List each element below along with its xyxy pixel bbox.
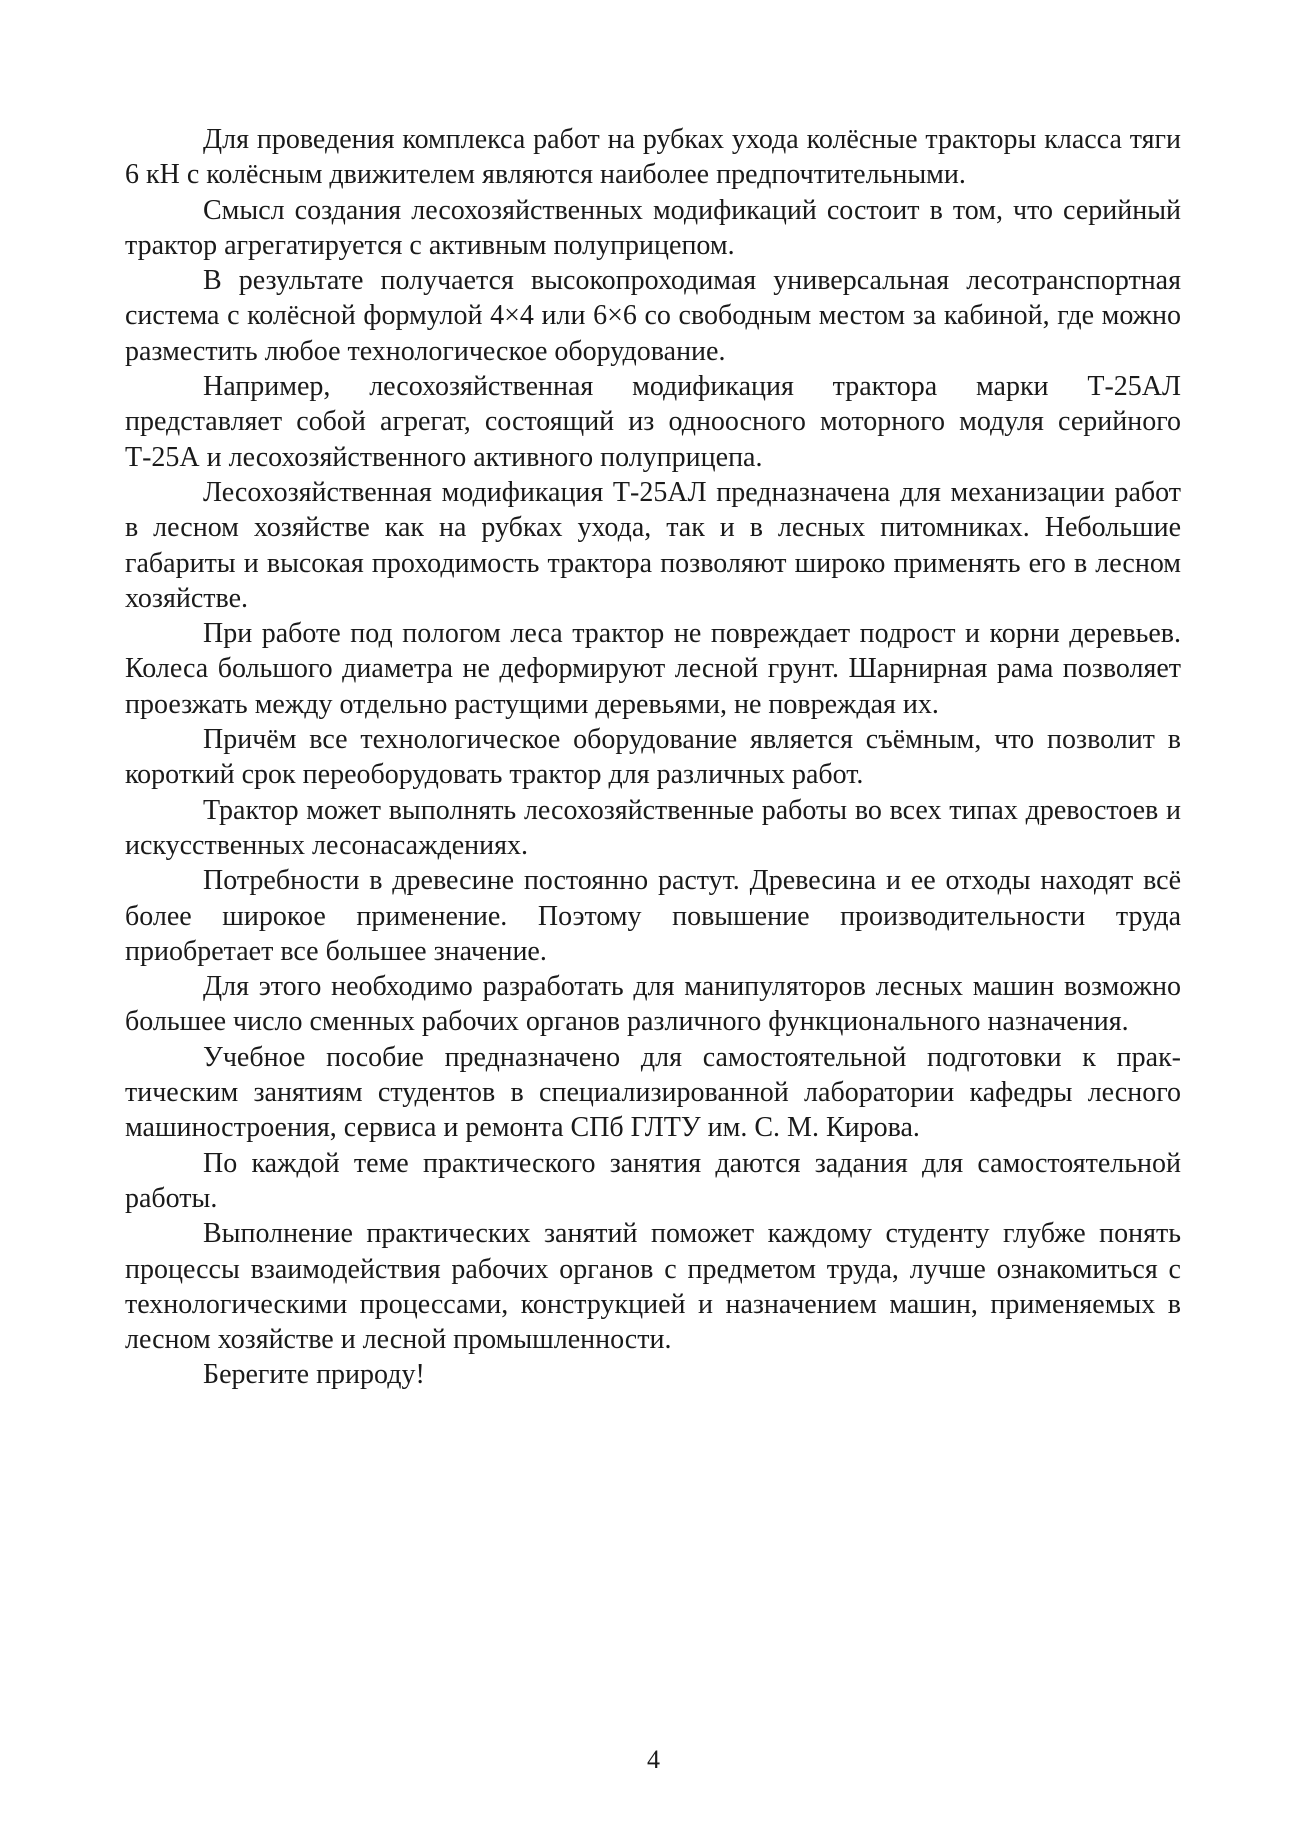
paragraph-transport-system: В результате получается высокопроходимая универсальная лесотранспортная система с колёсной формулой 4×4 или 6×6 со свободным местом за кабиной, где можно разместить любое технологическое оборудование. bbox=[125, 265, 1181, 367]
paragraph-textbook-purpose: Учебное пособие предназначено для самостоятельной подготовки к практическим занятиям студентов в специализированной лаборатории кафедры лесного машиностроения, сервиса и ремонта СПб ГЛТУ им. С. М. Кирова. bbox=[125, 1041, 1181, 1144]
paragraph-assignments: По каждой теме практического занятия даются задания для самостоятельной работы. bbox=[125, 1147, 1181, 1214]
paragraph-closing: Берегите природу! bbox=[203, 1359, 425, 1391]
paragraph-removable-equipment: Причём все технологическое оборудование является съёмным, что позволит в короткий срок переоборудовать трактор для различных работ. bbox=[125, 724, 1181, 791]
paragraph-wood-demand: Потребности в древесине постоянно растут. Древесина и ее отходы находят всё более широкое применение. Поэтому повышение производительности труда приобретает все большее значение. bbox=[125, 865, 1181, 967]
paragraph-t25al-purpose: Лесохозяйственная модификация Т-25АЛ предназначена для механизации работ в лесном хозяйстве как на рубках ухода, так и в лесных питомниках. Небольшие габариты и высокая проходимость трактора позволяют широко применять его в лесном хозяйстве. bbox=[125, 476, 1181, 614]
paragraph-t25al-example: Например, лесохозяйственная модификация трактора марки Т-25АЛ представляет собой агрегат, состоящий из одноосного моторного модуля серийного Т-25А и лесохозяйственного активного полуприцепа. bbox=[125, 371, 1181, 473]
paragraph-manipulators: Для этого необходимо разработать для манипуляторов лесных машин возможно большее число сменных рабочих органов различного функционального назначения. bbox=[125, 971, 1181, 1038]
paragraph-stand-types: Трактор может выполнять лесохозяйственные работы во всех типах древостоев и искусственных лесонасаждениях. bbox=[125, 794, 1181, 861]
paragraph-practical-benefits: Выполнение практических занятий поможет каждому студенту глубже понять процессы взаимодействия рабочих органов с предметом труда, лучше ознакомиться с технологическими процессами, конструкцией и назначением машин, применяемых в лесном хозяйстве и лесной промышленности. bbox=[125, 1218, 1181, 1356]
page-number: 4 bbox=[647, 1745, 660, 1774]
paragraph-modifications-purpose: Смысл создания лесохозяйственных модификаций состоит в том, что серийный трактор агрегатируется с активным полуприцепом. bbox=[125, 194, 1181, 261]
paragraph-wheeled-tractors: Для проведения комплекса работ на рубках ухода колёсные тракторы класса тяги 6 кН с колёсным движителем являются наиболее предпочтительными. bbox=[125, 124, 1181, 191]
paragraph-forest-canopy: При работе под пологом леса трактор не повреждает подрост и корни деревьев. Колеса большого диаметра не деформируют лесной грунт. Шарнирная рама позволяет проезжать между отдельно растущими деревьями, не повреждая их. bbox=[125, 618, 1181, 720]
page-body bbox=[125, 122, 1181, 1393]
